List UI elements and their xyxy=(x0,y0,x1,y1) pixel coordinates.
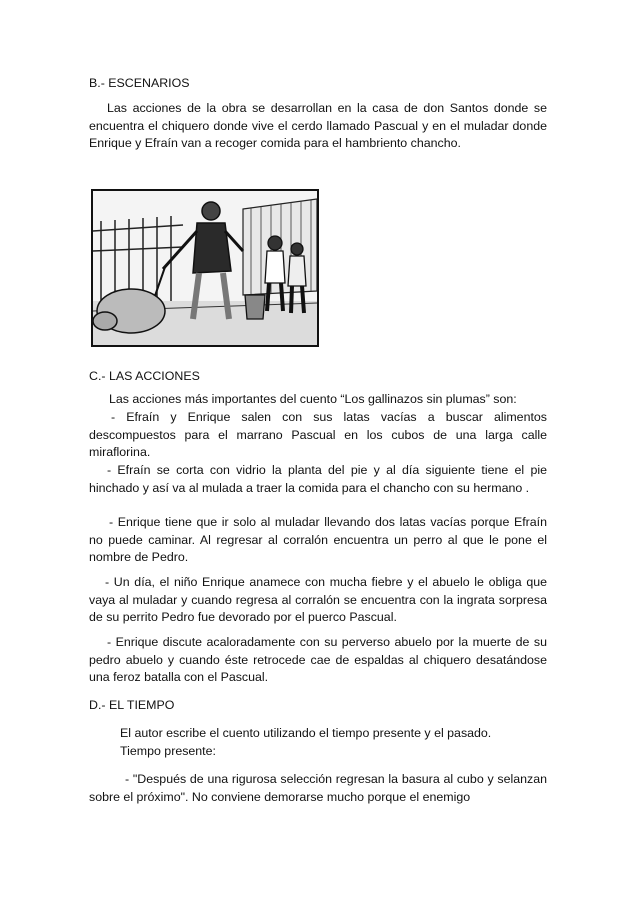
pigsty-illustration-drawing xyxy=(93,191,317,345)
list-item: - Efraín se corta con vidrio la planta del pie y al día siguiente tiene el pie hinchado y así va al mulada a traer la comida para el chancho con su hermano . xyxy=(89,463,547,495)
section-d-quote: - "Después de una rigurosa selección regresan la basura al cubo y selanzan sobre el próximo". No conviene demorarse mucho porque el enemigo xyxy=(89,772,547,804)
pigsty-illustration xyxy=(91,189,319,347)
section-c-intro: Las acciones más importantes del cuento “Los gallinazos sin plumas” son: xyxy=(109,392,517,406)
list-item: - Efraín y Enrique salen con sus latas vacías a buscar alimentos descompuestos para el marrano Pascual en los cubos de una larga calle miraflorina. xyxy=(89,410,547,459)
list-item: - Enrique tiene que ir solo al muladar llevando dos latas vacías porque Efraín no puede caminar. Al regresar al corralón encuentra un perro al que le pone el nombre de Pedro. xyxy=(89,515,547,564)
section-d-subheading: Tiempo presente: xyxy=(120,744,216,758)
list-item: - Enrique discute acaloradamente con su perverso abuelo por la muerte de su pedro abuelo y cuando éste retrocede cae de espaldas al chiquero desatándose una feroz batalla con el Pascual. xyxy=(89,635,547,684)
list-item: - Un día, el niño Enrique anamece con mucha fiebre y el abuelo le obliga que vaya al muladar y cuando regresa al corralón se encuentra con la ingrata sorpresa de su perrito Pedro fue devorado por el puerco Pascual. xyxy=(89,575,547,624)
section-b-paragraph: Las acciones de la obra se desarrollan en la casa de don Santos donde se encuentra el chiquero donde vive el cerdo llamado Pascual y en el muladar donde Enrique y Efraín van a recoger comida para el hambriento chancho. xyxy=(89,101,547,150)
section-d-intro: El autor escribe el cuento utilizando el tiempo presente y el pasado. xyxy=(120,726,492,740)
section-d-heading: D.- EL TIEMPO xyxy=(89,698,175,712)
section-c-heading: C.- LAS ACCIONES xyxy=(89,369,200,383)
section-b-heading: B.- ESCENARIOS xyxy=(89,76,190,90)
